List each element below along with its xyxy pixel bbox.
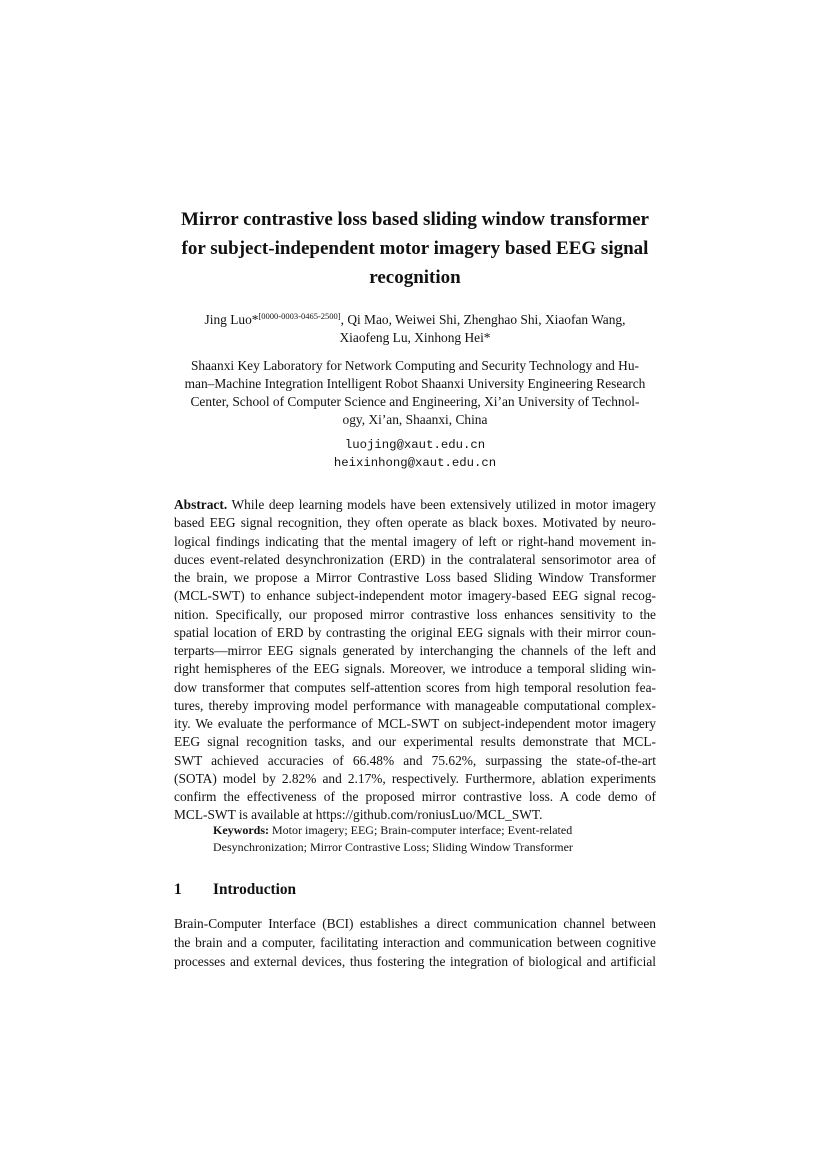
abstract-line: the brain, we propose a Mirror Contrastive Loss based Sliding Window Transformer bbox=[174, 570, 656, 585]
email-list bbox=[174, 436, 656, 472]
abstract-line: terparts—mirror EEG signals generated by interchanging the channels of the left and bbox=[174, 643, 656, 658]
affiliation-line: Center, School of Computer Science and Engineering, Xi’an University of Technol- bbox=[190, 394, 640, 409]
affiliation bbox=[174, 357, 656, 429]
keywords-label: Keywords: bbox=[213, 823, 269, 837]
email: luojing@xaut.edu.cn bbox=[344, 438, 486, 452]
abstract-line: (MCL-SWT) to enhance subject-independent motor imagery-based EEG signal recog- bbox=[174, 588, 656, 604]
email: heixinhong@xaut.edu.cn bbox=[333, 456, 497, 470]
abstract-line: spatial location of ERD by contrasting the original EEG signals with their mirror coun- bbox=[174, 624, 656, 640]
affiliation-line: man–Machine Integration Intelligent Robot Shaanxi University Engineering Research bbox=[184, 376, 646, 391]
coauthors: , Qi Mao, Weiwei Shi, Zhenghao Shi, Xiaofan Wang, bbox=[340, 312, 626, 327]
abstract-line: nition. Specifically, our proposed mirror contrastive loss enhances sensitivity to the bbox=[174, 606, 656, 622]
abstract-line: duces event-related desynchronization (ERD) in the contralateral sensorimotor area of bbox=[174, 551, 656, 567]
intro-line: Brain-Computer Interface (BCI) establishes a direct communication channel between bbox=[174, 916, 656, 931]
abstract bbox=[174, 496, 656, 825]
abstract-line: MCL-SWT is available at https://github.com/roniusLuo/MCL_SWT. bbox=[174, 807, 543, 823]
author-list bbox=[174, 311, 656, 347]
intro-line: processes and external devices, thus fostering the integration of biological and artificial bbox=[174, 954, 656, 969]
section-title: Introduction bbox=[213, 881, 297, 898]
abstract-line: dow transformer that computes self-attention scores from high temporal resolution fea- bbox=[174, 679, 656, 695]
abstract-line: right hemispheres of the EEG signals. Moreover, we introduce a temporal sliding win- bbox=[174, 661, 656, 677]
author-line: Xiaofeng Lu, Xinhong Hei* bbox=[339, 330, 491, 345]
abstract-line: ity. We evaluate the performance of MCL-SWT on subject-independent motor imagery bbox=[174, 716, 656, 731]
author-line bbox=[174, 311, 656, 329]
intro-paragraph bbox=[174, 914, 656, 971]
abstract-line: Abstract. While deep learning models have been extensively utilized in motor imagery bbox=[174, 497, 656, 512]
title-line: for subject-independent motor imagery based EEG signal bbox=[181, 238, 649, 259]
title-line: recognition bbox=[369, 267, 461, 288]
keywords bbox=[213, 822, 623, 856]
abstract-line: tures, thereby improving model performance with manageable computational complex- bbox=[174, 697, 656, 713]
orcid-id: [0000-0003-0465-2500] bbox=[258, 311, 341, 321]
affiliation-line: Shaanxi Key Laboratory for Network Computing and Security Technology and Hu- bbox=[190, 358, 640, 373]
paper-title bbox=[174, 205, 656, 292]
abstract-line: logical findings indicating that the mental imagery of left or right-hand movement in- bbox=[174, 533, 656, 549]
section-heading bbox=[174, 880, 656, 900]
section-number: 1 bbox=[174, 881, 182, 898]
keywords-line: Desynchronization; Mirror Contrastive Loss; Sliding Window Transformer bbox=[213, 840, 573, 854]
abstract-line: confirm the effectiveness of the proposed mirror contrastive loss. A code demo of bbox=[174, 789, 656, 804]
abstract-line: based EEG signal recognition, they often operate as black boxes. Motivated by neuro- bbox=[174, 515, 656, 531]
affiliation-line: ogy, Xi’an, Shaanxi, China bbox=[342, 412, 488, 427]
abstract-line: EEG signal recognition tasks, and our experimental results demonstrate that MCL- bbox=[174, 734, 656, 750]
first-author: Jing Luo* bbox=[204, 312, 259, 327]
intro-line: the brain and a computer, facilitating interaction and communication between cognitive bbox=[174, 935, 656, 950]
title-line: Mirror contrastive loss based sliding window transformer bbox=[181, 209, 649, 230]
abstract-line: SWT achieved accuracies of 66.48% and 75.62%, surpassing the state-of-the-art bbox=[174, 752, 656, 768]
abstract-line: (SOTA) model by 2.82% and 2.17%, respectively. Furthermore, ablation experiments bbox=[174, 770, 656, 786]
abstract-label: Abstract. bbox=[174, 497, 228, 512]
keywords-line: Keywords: Motor imagery; EEG; Brain-computer interface; Event-related bbox=[213, 823, 573, 837]
